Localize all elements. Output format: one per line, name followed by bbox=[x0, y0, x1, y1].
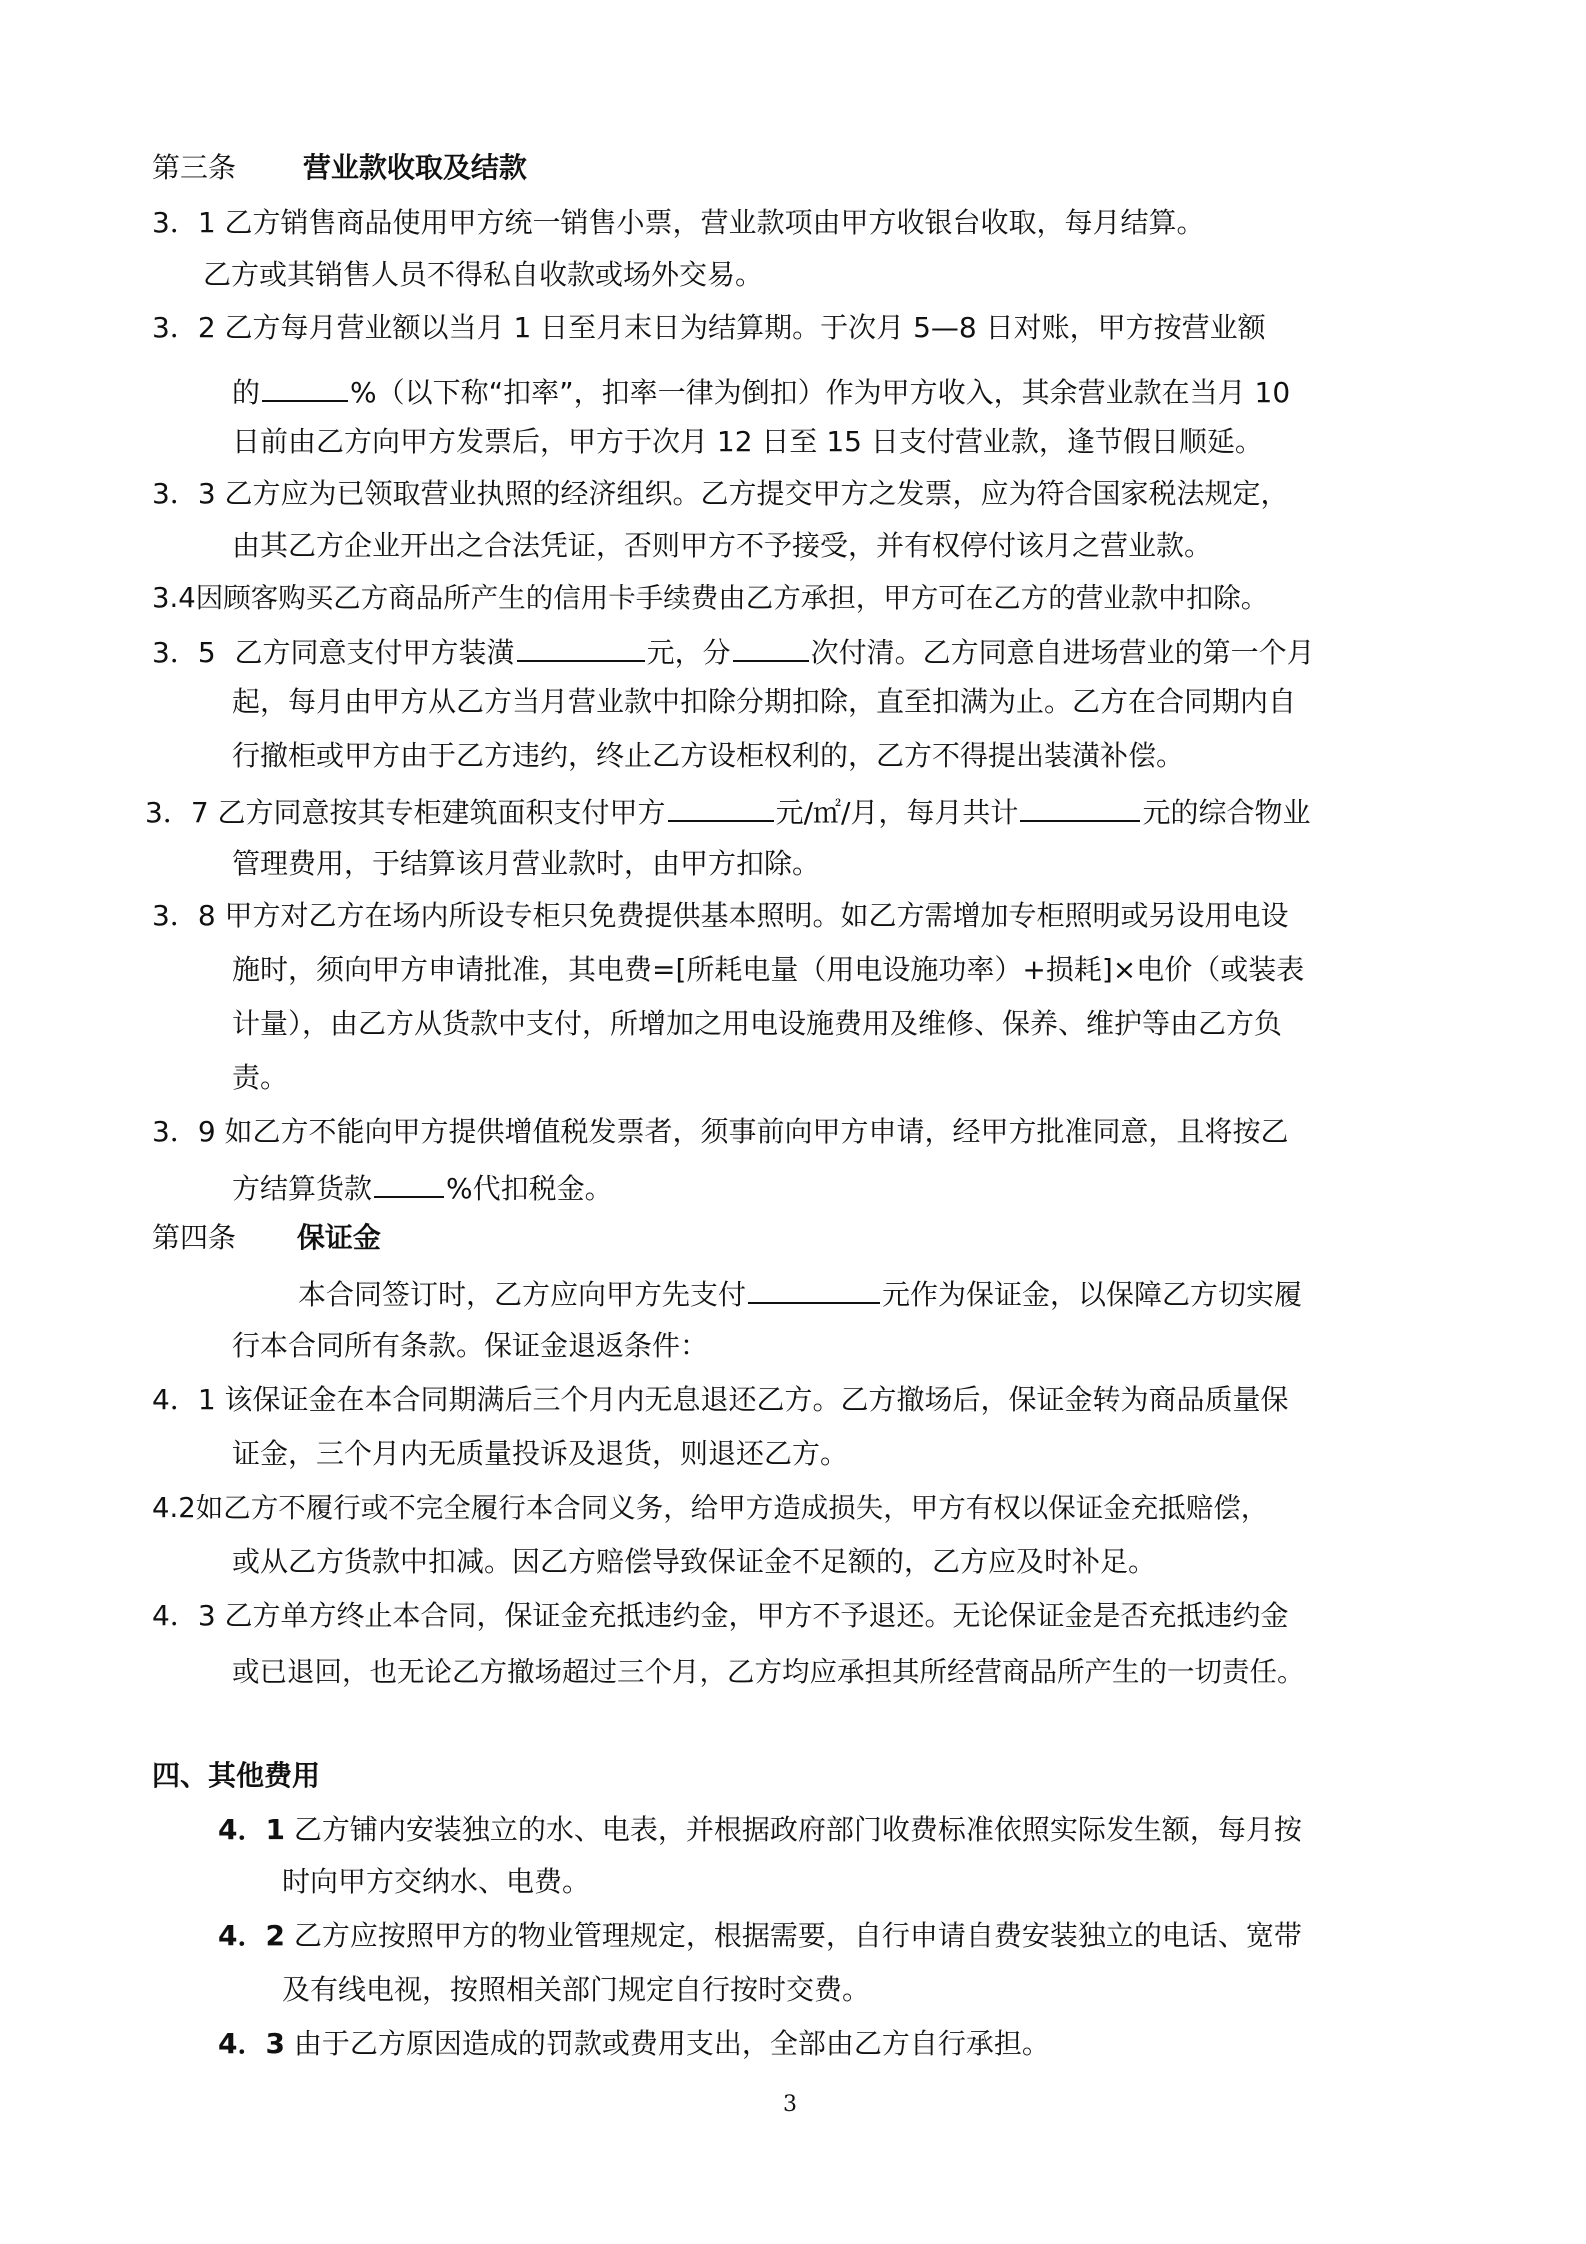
article-4-title: 保证金 bbox=[296, 1221, 381, 1254]
clause-text: %代扣税金。 bbox=[446, 1172, 613, 1205]
section-4-heading: 四、其他费用 bbox=[152, 1759, 321, 1792]
clause-text: 乙方单方终止本合同，保证金充抵违约金，甲方不予退还。无论保证金是否充抵违约金 bbox=[224, 1599, 1289, 1632]
section-4-3-line-1 bbox=[218, 2024, 1050, 2064]
clause-text: 乙方同意按其专柜建筑面积支付甲方 bbox=[217, 796, 666, 829]
clause-text: 元作为保证金，以保障乙方切实履 bbox=[882, 1278, 1303, 1311]
clause-number: 3．3 bbox=[152, 477, 216, 510]
clause-text: 的 bbox=[232, 376, 261, 409]
article-4-intro-line-2: 行本合同所有条款。保证金退返条件： bbox=[232, 1329, 709, 1362]
clause-3-3-line-2: 由其乙方企业开出之合法凭证，否则甲方不予接受，并有权停付该月之营业款。 bbox=[232, 529, 1213, 562]
clause-3-7-line-2: 管理费用，于结算该月营业款时，由甲方扣除。 bbox=[232, 847, 821, 880]
clause-3-8-line-1 bbox=[152, 896, 1289, 936]
clause-number: 3．7 bbox=[145, 796, 209, 829]
clause-text: %（以下称“扣率”，扣率一律为倒扣）作为甲方收入，其余营业款在当月 10 bbox=[350, 376, 1291, 409]
section-4-1-line-1 bbox=[218, 1810, 1302, 1850]
clause-text: 本合同签订时，乙方应向甲方先支付 bbox=[298, 1278, 747, 1311]
article-4-intro-line-1 bbox=[298, 1272, 1302, 1312]
clause-3-2-line-1 bbox=[152, 308, 1266, 348]
deposit-blank[interactable] bbox=[748, 1272, 880, 1304]
installments-blank[interactable] bbox=[733, 630, 809, 662]
clause-text: 元/㎡/月，每月共计 bbox=[775, 796, 1019, 829]
clause-4-2-line-2: 或从乙方货款中扣减。因乙方赔偿导致保证金不足额的，乙方应及时补足。 bbox=[232, 1545, 1157, 1578]
clause-3-1-line-1 bbox=[152, 203, 1205, 243]
clause-text: 乙方同意支付甲方装潢 bbox=[234, 636, 515, 669]
article-4-heading bbox=[152, 1218, 381, 1258]
clause-text: 该保证金在本合同期满后三个月内无息退还乙方。乙方撤场后，保证金转为商品质量保 bbox=[224, 1383, 1289, 1416]
decoration-fee-blank[interactable] bbox=[517, 630, 645, 662]
rate-blank[interactable] bbox=[262, 370, 348, 402]
clause-3-8-line-3: 计量），由乙方从货款中支付，所增加之用电设施费用及维修、保养、维护等由乙方负 bbox=[232, 1007, 1283, 1040]
clause-text: 由于乙方原因造成的罚款或费用支出，全部由乙方自行承担。 bbox=[293, 2027, 1050, 2060]
clause-number: 4．3 bbox=[218, 2027, 285, 2060]
article-3-title: 营业款收取及结款 bbox=[302, 151, 527, 184]
clause-number: 4．1 bbox=[218, 1813, 285, 1846]
clause-4-1-line-2: 证金，三个月内无质量投诉及退货，则退还乙方。 bbox=[232, 1437, 849, 1470]
clause-text: 乙方应为已领取营业执照的经济组织。乙方提交甲方之发票，应为符合国家税法规定， bbox=[224, 477, 1289, 510]
clause-3-2-line-2 bbox=[232, 370, 1290, 410]
clause-4-3-line-1 bbox=[152, 1596, 1289, 1636]
clause-text: 乙方每月营业额以当月 1 日至月末日为结算期。于次月 5—8 日对账，甲方按营业额 bbox=[224, 311, 1266, 344]
clause-text: 如乙方不履行或不完全履行本合同义务，给甲方造成损失，甲方有权以保证金充抵赔偿， bbox=[195, 1492, 1269, 1524]
clause-text: 次付清。乙方同意自进场营业的第一个月 bbox=[810, 636, 1315, 669]
clause-3-4-line-1 bbox=[152, 578, 1268, 618]
clause-3-9-line-1 bbox=[152, 1112, 1289, 1152]
clause-3-1-line-2: 乙方或其销售人员不得私自收款或场外交易。 bbox=[203, 258, 764, 291]
clause-3-5-line-2: 起，每月由甲方从乙方当月营业款中扣除分期扣除，直至扣满为止。乙方在合同期内自 bbox=[232, 685, 1297, 718]
clause-3-7-line-1 bbox=[145, 790, 1310, 830]
article-4-label: 第四条 bbox=[152, 1221, 237, 1254]
clause-number: 3．5 bbox=[152, 636, 216, 669]
clause-text: 元，分 bbox=[646, 636, 731, 669]
clause-number: 4.2 bbox=[152, 1492, 196, 1524]
clause-text: 乙方应按照甲方的物业管理规定，根据需要，自行申请自费安装独立的电话、宽带 bbox=[293, 1919, 1302, 1952]
clause-3-8-line-4: 责。 bbox=[232, 1061, 289, 1094]
clause-text: 如乙方不能向甲方提供增值税发票者，须事前向甲方申请，经甲方批准同意，且将按乙 bbox=[224, 1115, 1289, 1148]
tax-rate-blank[interactable] bbox=[374, 1166, 444, 1198]
article-3-heading bbox=[152, 148, 527, 188]
clause-text: 因顾客购买乙方商品所产生的信用卡手续费由乙方承担，甲方可在乙方的营业款中扣除。 bbox=[195, 582, 1269, 614]
clause-3-3-line-1 bbox=[152, 474, 1289, 514]
clause-number: 4．2 bbox=[218, 1919, 285, 1952]
clause-number: 4．1 bbox=[152, 1383, 216, 1416]
clause-number: 3．9 bbox=[152, 1115, 216, 1148]
clause-text: 方结算货款 bbox=[232, 1172, 373, 1205]
clause-text: 乙方铺内安装独立的水、电表，并根据政府部门收费标准依照实际发生额，每月按 bbox=[293, 1813, 1302, 1846]
monthly-total-blank[interactable] bbox=[1020, 790, 1140, 822]
article-3-label: 第三条 bbox=[152, 151, 237, 184]
clause-text: 元的综合物业 bbox=[1142, 796, 1311, 829]
clause-4-2-line-1 bbox=[152, 1488, 1268, 1528]
clause-text: 甲方对乙方在场内所设专柜只免费提供基本照明。如乙方需增加专柜照明或另设用电设 bbox=[224, 899, 1289, 932]
page-number: 3 bbox=[783, 2092, 797, 2117]
clause-4-1-line-1 bbox=[152, 1380, 1289, 1420]
clause-4-3-line-2: 或已退回，也无论乙方撤场超过三个月，乙方均应承担其所经营商品所产生的一切责任。 bbox=[232, 1656, 1305, 1688]
clause-number: 3.4 bbox=[152, 582, 196, 614]
clause-number: 3．8 bbox=[152, 899, 216, 932]
clause-3-5-line-1 bbox=[152, 630, 1315, 670]
clause-number: 3．1 bbox=[152, 206, 216, 239]
clause-3-8-line-2: 施时，须向甲方申请批准，其电费=[所耗电量（用电设施功率）+损耗]×电价（或装表 bbox=[232, 953, 1305, 986]
section-4-2-line-1 bbox=[218, 1916, 1302, 1956]
section-4-1-line-2: 时向甲方交纳水、电费。 bbox=[282, 1865, 591, 1898]
section-4-2-line-2: 及有线电视，按照相关部门规定自行按时交费。 bbox=[282, 1973, 871, 2006]
clause-number: 4．3 bbox=[152, 1599, 216, 1632]
area-fee-blank[interactable] bbox=[668, 790, 774, 822]
clause-number: 3．2 bbox=[152, 311, 216, 344]
clause-3-9-line-2 bbox=[232, 1166, 613, 1206]
clause-text: 乙方销售商品使用甲方统一销售小票，营业款项由甲方收银台收取，每月结算。 bbox=[224, 206, 1205, 239]
clause-3-5-line-3: 行撤柜或甲方由于乙方违约，终止乙方设柜权利的，乙方不得提出装潢补偿。 bbox=[232, 739, 1185, 772]
clause-3-2-line-3: 日前由乙方向甲方发票后，甲方于次月 12 日至 15 日支付营业款，逢节假日顺延。 bbox=[232, 425, 1263, 458]
